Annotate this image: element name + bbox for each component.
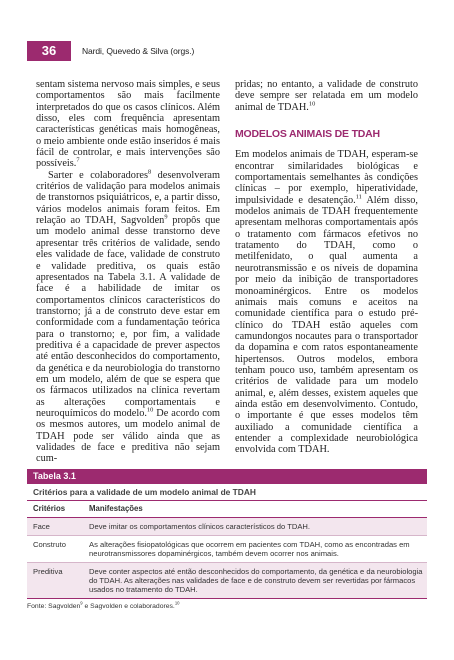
reference-superscript: 9 <box>80 600 83 606</box>
table-label-bar <box>27 469 427 484</box>
table-cell-manifestation: Deve imitar os comportamentos clínicos característicos do TDAH. <box>83 518 427 536</box>
page-number: 36 <box>41 43 57 58</box>
paragraph <box>36 79 220 170</box>
reference-superscript: 11 <box>355 193 362 201</box>
paragraph <box>235 79 418 113</box>
table-row <box>27 536 427 563</box>
table-row <box>27 563 427 599</box>
right-column <box>235 79 418 456</box>
table-caption: Critérios para a validade de um modelo animal de TDAH <box>27 484 427 501</box>
reference-superscript: 10 <box>308 100 316 108</box>
table-cell-manifestation: Deve conter aspectos até então desconhecidos do comportamento, da genética e da neurobiologia do TDAH. As alterações nas validades de face e de construto devem ser revertidas por fármacos usados no tratamento do TDAH. <box>83 563 427 599</box>
paragraph-text: propôs que um modelo animal desse transtorno deve apresentar três critérios de validade, sendo eles validade de face, validade de construto e validade preditiva, os quais estão apresentados na Tabela 3.1. A validade de face é a habilidade de imitar os comportamentos clínicos característicos do transtorno; já a de construto deve estar em conformidade com a fundamentação teórica para o transtorno; e, por fim, a validade preditiva é a capacidade de prever aspectos até então desconhecidos do comportamento, da genética e da neurobiologia do transtorno em um modelo, além de que se espera que os fármacos utilizados na clínica revertam as alterações comportamentais e neuroquímicos do modelo. <box>36 215 221 419</box>
table-row <box>27 518 427 536</box>
table-block <box>27 469 427 610</box>
source-text: e Sagvolden e colaboradores. <box>82 603 175 610</box>
reference-superscript: 9 <box>164 213 168 221</box>
table-cell-criterion: Construto <box>27 536 83 563</box>
paragraph-text: desenvolveram critérios de validação para modelos animais de transtornos psiquiátricos, e, a partir disso, vários modelos animais foram feitos. Em relação ao TDAH, Sagvolden <box>36 169 220 227</box>
table-label: Tabela 3.1 <box>33 471 76 481</box>
running-head: Nardi, Quevedo & Silva (orgs.) <box>82 46 195 56</box>
left-column <box>36 79 220 465</box>
paragraph-text: De acordo com os mesmos autores, um modelo animal de TDAH pode ser válido ainda que as validades de face e preditiva não sejam cum- <box>36 407 220 465</box>
table-source <box>27 599 427 610</box>
table-cell-criterion: Preditiva <box>27 563 83 599</box>
paragraph <box>36 170 220 465</box>
source-text: Fonte: Sagvolden <box>27 603 81 610</box>
paragraph-text: Sarter e colaboradores <box>48 169 148 181</box>
section-heading: MODELOS ANIMAIS DE TDAH <box>235 128 380 141</box>
table-cell-manifestation: As alterações fisiopatológicas que ocorrem em pacientes com TDAH, como as encontradas em neurotransmissores dopaminérgicos, também devem ocorrer nos animais. <box>83 536 427 563</box>
reference-superscript: 10 <box>174 600 180 606</box>
table-cell-criterion: Face <box>27 518 83 536</box>
column-header: Manifestações <box>83 501 427 518</box>
paragraph-text: pridas; no entanto, a validade de construto deve sempre ser relatada em um modelo animal de TDAH. <box>235 79 418 113</box>
paragraph-text: Além disso, modelos animais de TDAH frequentemente apresentam melhoras comportamentais após o tratamento com fármacos efetivos no tratamento do TDAH, como o metilfenidato, o qual aumenta a neurotransmissão e os níveis de dopamina por meio da inibição de transportadores monoaminérgicos. Entre os modelos animais mais comuns e aceitos na comunidade científica para o estudo pré-clínico do TDAH estão aqueles com camundongos nocautes para o transportador da dopamina e com ratos espontaneamente hipertensos. Outros modelos, embora tenham pouco uso, também apresentam os critérios de validade para um modelo animal, e, além desses, existem aqueles que ainda estão em desenvolvimento. Contudo, o importante é que esses modelos têm auxiliado a comunidade científica a entender a complexidade neurobiológica envolvida com TDAH. <box>235 194 418 456</box>
reference-superscript: 7 <box>76 156 80 164</box>
paragraph-text: sentam sistema nervoso mais simples, e seus comportamentos são mais facilmente interpretados do que os casos clínicos. Além disso, eles com frequência apresentam características genéticas mais homogêneas, o meio ambiente onde estão inseridos é mais fácil de controlar, e mais intervenções são possíveis. <box>36 79 220 170</box>
paragraph-text: Em modelos animais de TDAH, esperam-se encontrar similaridades biológicas e comportamentais semelhantes às condições clínicas – por exemplo, hiperatividade, impulsividade e desatenção. <box>235 149 418 206</box>
paragraph <box>235 149 418 455</box>
column-header: Critérios <box>27 501 83 518</box>
page-number-box <box>27 41 71 61</box>
reference-superscript: 10 <box>146 406 154 414</box>
criteria-table <box>27 501 427 599</box>
table-header-row <box>27 501 427 518</box>
reference-superscript: 8 <box>147 168 152 176</box>
